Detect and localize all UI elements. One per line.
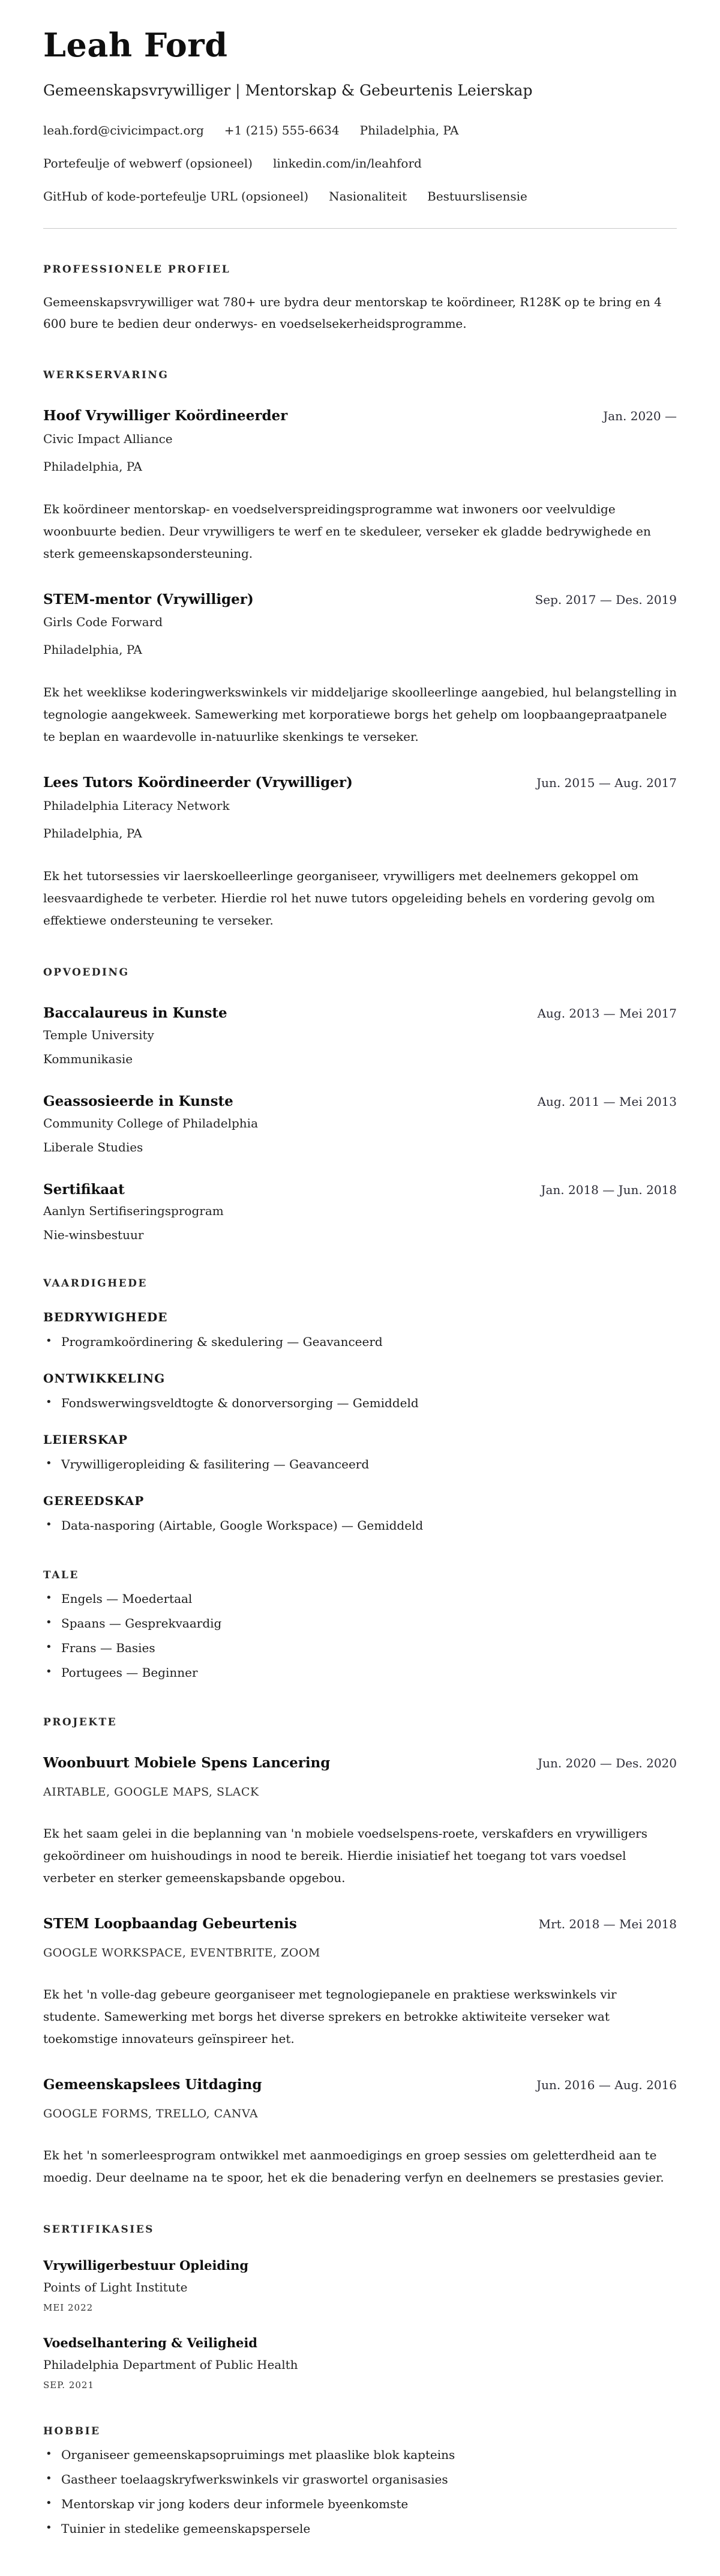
job-description: Ek koördineer mentorskap- en voedselverspreidingsprogramme wat inwoners oor veelvuldige woonbuurte bedien. Deur vrywilligers te werf en te skeduleer, verseker ek gladde bedrywighede en sterk gemeenskapsondersteuning.: [43, 501, 651, 561]
education-entry: [43, 1093, 677, 1155]
degree-title: Sertifikaat: [43, 1181, 125, 1198]
section-heading-profile: PROFESSIONELE PROFIEL: [43, 263, 231, 276]
section-heading-certifications: SERTIFIKASIES: [43, 2223, 154, 2236]
education-entry-header: [43, 1005, 677, 1022]
section-profile: [43, 264, 677, 334]
job-title: Lees Tutors Koördineerder (Vrywilliger): [43, 774, 353, 791]
project-entry: [43, 1755, 677, 1889]
field-of-study: Nie-winsbestuur: [43, 1228, 144, 1243]
section-projects: [43, 1716, 677, 2188]
section-work: [43, 369, 677, 932]
hobby-list: [43, 2446, 677, 2538]
language-item: • Frans — Basies: [43, 1639, 677, 1657]
job-company: Civic Impact Alliance: [43, 431, 173, 446]
project-description: Ek het 'n volle-dag gebeure georganiseer met tegnologiepanele en praktiese werkswinkels vir studente. Samewerking met borgs het diverse sprekers en betrokke aktiwiteite verseker wat toekomstige innovateurs geïnspireer het.: [43, 1986, 617, 2046]
skill-list: [43, 1394, 677, 1412]
job-company: Girls Code Forward: [43, 615, 163, 630]
school-name: Community College of Philadelphia: [43, 1115, 258, 1130]
certification-issuer: Points of Light Institute: [43, 2279, 188, 2294]
section-heading-work: WERKSERVARING: [43, 369, 169, 381]
project-title: Gemeenskapslees Uitdaging: [43, 2076, 262, 2093]
project-entry: [43, 1916, 677, 2050]
hobby-item: • Mentorskap vir jong koders deur informele byeenkomste: [43, 2495, 677, 2513]
github-text: GitHub of kode-portefeulje URL (opsioneel): [43, 189, 309, 204]
job-title: STEM-mentor (Vrywilliger): [43, 591, 254, 608]
project-entry-header: [43, 2077, 677, 2094]
education-entry-header: [43, 1093, 677, 1111]
section-languages: [43, 1569, 677, 1682]
job-dates: Jan. 2020 —: [603, 408, 677, 423]
education-entry-header: [43, 1181, 677, 1199]
skill-list: [43, 1333, 677, 1351]
person-name: Leah Ford: [43, 26, 228, 64]
project-title: STEM Loopbaandag Gebeurtenis: [43, 1916, 297, 1932]
tagline: Gemeenskapsvrywilliger | Mentorskap & Gebeurtenis Leierskap: [43, 82, 533, 100]
skill-group-name: ONTWIKKELING: [43, 1371, 166, 1386]
education-dates: Jan. 2018 — Jun. 2018: [541, 1182, 677, 1197]
email-text: leah.ford@civicimpact.org: [43, 122, 204, 137]
skill-group-name: BEDRYWIGHEDE: [43, 1310, 168, 1325]
job-entry: [43, 408, 677, 565]
section-certifications: [43, 2224, 677, 2391]
language-item: • Spaans — Gesprekvaardig: [43, 1614, 677, 1632]
section-hobbies: [43, 2425, 677, 2538]
job-entry-header: [43, 591, 677, 609]
project-description: Ek het saam gelei in die beplanning van 'n mobiele voedselspens-roete, verskafders en vrywilligers gekoördineer om huishoudings in nood te bereik. Hierdie inisiatief het toegang tot vars voedsel verbeter en sterker gemeenskapsbande opgebou.: [43, 1826, 647, 1886]
skill-item: • Fondswerwingsveldtogte & donorversorging — Gemiddeld: [43, 1394, 677, 1412]
project-entry: [43, 2077, 677, 2189]
contact-row-2: [43, 155, 677, 171]
certification-entry: [43, 2335, 677, 2390]
job-dates: Jun. 2015 — Aug. 2017: [536, 776, 677, 791]
job-entry-header: [43, 774, 677, 792]
skill-list: [43, 1455, 677, 1473]
project-entry-header: [43, 1755, 677, 1772]
skill-list: [43, 1516, 677, 1534]
job-description: Ek het weeklikse koderingwerkswinkels vir middeljarige skoolleerlinge aangebied, hul belangstelling in tegnologie aangekweek. Samewerking met korporatiewe borgs het gehelp om loopbaangepraatpanele te beplan en waardevolle in-natuurlike skenkings te verseker.: [43, 685, 677, 744]
job-description: Ek het tutorsessies vir laerskoelleerlinge georganiseer, vrywilligers met deelnemers gekoppel om leesvaardighede te verbeter. Hierdie rol het nuwe tutors opgeleiding behels en vordering gevolg om effektiewe ondersteuning te verseker.: [43, 869, 655, 928]
project-tools: GOOGLE WORKSPACE, EVENTBRITE, ZOOM: [43, 1946, 320, 1959]
certification-date: SEP. 2021: [43, 2380, 94, 2391]
job-entry-header: [43, 408, 677, 425]
resume-header: [43, 28, 677, 229]
education-entry: [43, 1181, 677, 1243]
section-heading-skills: VAARDIGHEDE: [43, 1277, 148, 1290]
project-dates: Jun. 2016 — Aug. 2016: [536, 2077, 677, 2092]
project-description: Ek het 'n somerleesprogram ontwikkel met aanmoedigings en groep sessies om geletterdheid aan te moedig. Deur deelname na te spoor, het ek die benadering verfyn en deelnemers se prestasies gevier.: [43, 2147, 664, 2185]
section-heading-hobbies: HOBBIE: [43, 2425, 101, 2438]
hobby-item: • Gastheer toelaagskryfwerkswinkels vir graswortel organisasies: [43, 2470, 677, 2488]
contact-row-3: [43, 189, 677, 204]
section-skills: [43, 1277, 677, 1534]
profile-summary: Gemeenskapsvrywilliger wat 780+ ure bydra deur mentorskap te koördineer, R128K op te bring en 4 600 bure te bedien deur onderwys- en voedselsekerheidsprogramme.: [43, 294, 662, 331]
linkedin-text: linkedin.com/in/leahford: [272, 155, 422, 170]
contact-row-1: [43, 122, 677, 138]
job-location: Philadelphia, PA: [43, 459, 142, 474]
skill-item: • Programkoördinering & skedulering — Geavanceerd: [43, 1333, 677, 1351]
skill-group-name: GEREEDSKAP: [43, 1494, 145, 1509]
job-dates: Sep. 2017 — Des. 2019: [535, 592, 677, 607]
project-title: Woonbuurt Mobiele Spens Lancering: [43, 1755, 331, 1772]
project-dates: Jun. 2020 — Des. 2020: [538, 1756, 677, 1771]
education-entry: [43, 1005, 677, 1067]
section-heading-projects: PROJEKTE: [43, 1716, 118, 1729]
job-entry: [43, 774, 677, 932]
field-of-study: Kommunikasie: [43, 1051, 133, 1066]
certification-entry: [43, 2257, 677, 2313]
job-location: Philadelphia, PA: [43, 642, 142, 657]
project-entry-header: [43, 1916, 677, 1933]
project-tools: AIRTABLE, GOOGLE MAPS, SLACK: [43, 1785, 259, 1799]
section-heading-languages: TALE: [43, 1569, 79, 1582]
certification-title: Voedselhantering & Veiligheid: [43, 2335, 257, 2350]
project-dates: Mrt. 2018 — Mei 2018: [538, 1917, 677, 1932]
job-title: Hoof Vrywilliger Koördineerder: [43, 407, 288, 424]
drivers-license-text: Bestuurslisensie: [427, 189, 527, 204]
phone-text: +1 (215) 555-6634: [224, 122, 340, 137]
field-of-study: Liberale Studies: [43, 1139, 143, 1154]
school-name: Temple University: [43, 1027, 154, 1042]
skill-item: • Vrywilligeropleiding & fasilitering — Geavanceerd: [43, 1455, 677, 1473]
portfolio-text: Portefeulje of webwerf (opsioneel): [43, 155, 253, 170]
header-divider: [43, 228, 677, 229]
certification-title: Vrywilligerbestuur Opleiding: [43, 2257, 249, 2273]
school-name: Aanlyn Sertifiseringsprogram: [43, 1204, 224, 1219]
job-entry: [43, 591, 677, 749]
education-dates: Aug. 2011 — Mei 2013: [537, 1094, 677, 1109]
skill-group-name: LEIERSKAP: [43, 1432, 128, 1447]
language-list: [43, 1590, 677, 1682]
hobby-item: • Organiseer gemeenskapsopruimings met plaaslike blok kapteins: [43, 2446, 677, 2464]
job-location: Philadelphia, PA: [43, 826, 142, 841]
project-tools: GOOGLE FORMS, TRELLO, CANVA: [43, 2107, 259, 2120]
location-text: Philadelphia, PA: [359, 122, 459, 137]
certification-date: MEI 2022: [43, 2302, 94, 2313]
language-item: • Portugees — Beginner: [43, 1664, 677, 1682]
certification-issuer: Philadelphia Department of Public Health: [43, 2357, 298, 2372]
degree-title: Geassosieerde in Kunste: [43, 1093, 233, 1109]
education-dates: Aug. 2013 — Mei 2017: [537, 1006, 677, 1021]
hobby-item: • Tuinier in stedelike gemeenskapspersele: [43, 2520, 677, 2538]
degree-title: Baccalaureus in Kunste: [43, 1005, 227, 1022]
language-item: • Engels — Moedertaal: [43, 1590, 677, 1608]
nationality-text: Nasionaliteit: [329, 189, 407, 204]
section-heading-education: OPVOEDING: [43, 967, 130, 979]
section-education: [43, 967, 677, 1243]
job-company: Philadelphia Literacy Network: [43, 798, 230, 813]
skill-item: • Data-nasporing (Airtable, Google Workspace) — Gemiddeld: [43, 1516, 677, 1534]
